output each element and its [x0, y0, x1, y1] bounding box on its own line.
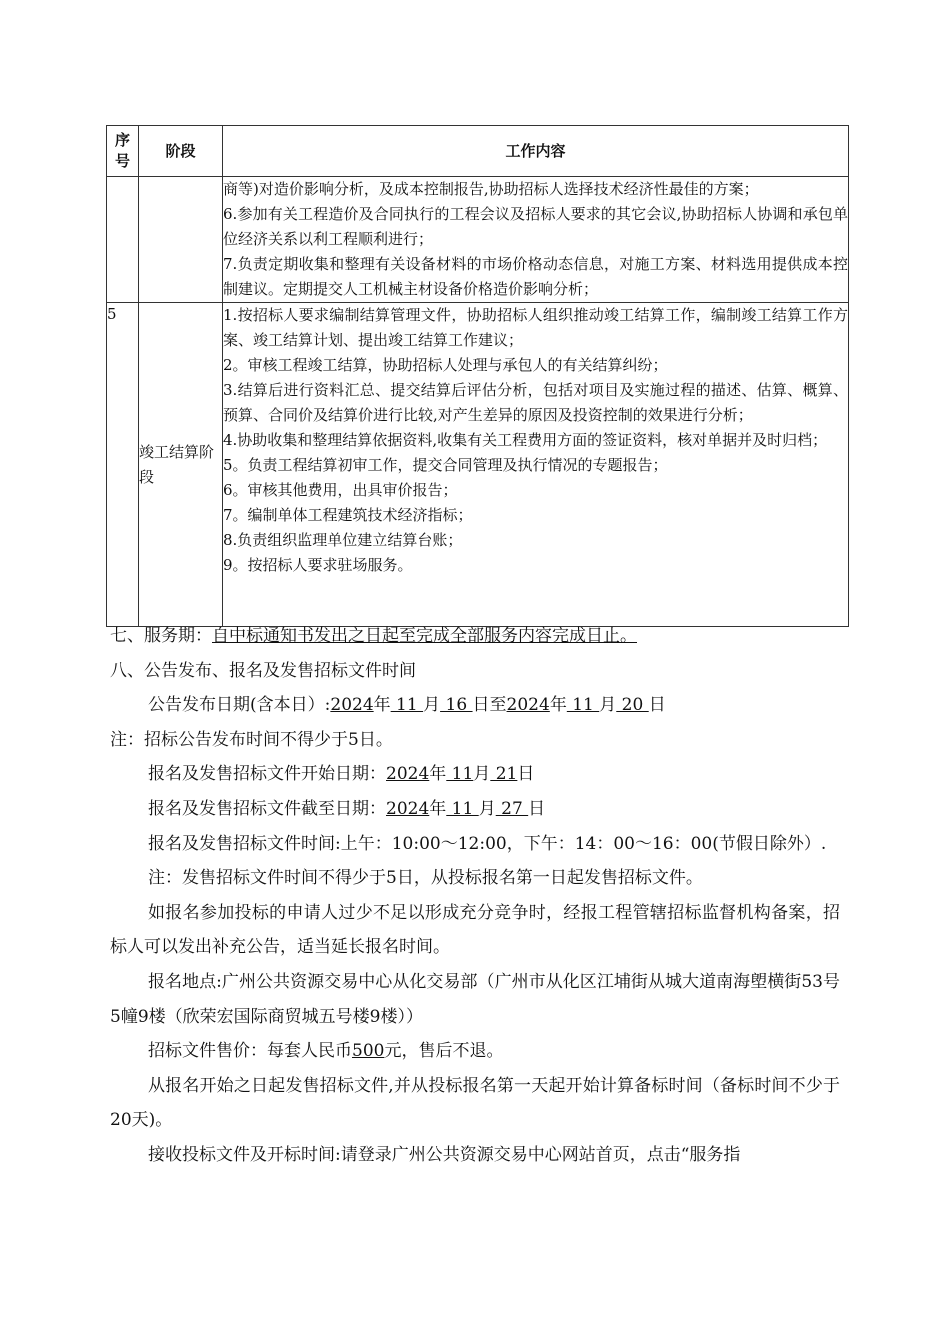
service-period-label: 七、服务期： [110, 626, 212, 646]
row-content-cell [223, 177, 849, 303]
content-item: 2。审核工程竣工结算，协助招标人处理与承包人的有关结算纠纷； [223, 356, 668, 374]
content-item: 商等)对造价影响分析，及成本控制报告,协助招标人选择技术经济性最佳的方案； [223, 180, 759, 198]
announce-date-line: 公告发布日期(含本日）:2024年 11 月 16 日至2024年 11 月 20 日 [148, 695, 666, 716]
start-date-line: 报名及发售招标文件开始日期：2024年 11月 21日 [148, 764, 535, 785]
content-item: 7。编制单体工程建筑技术经济指标； [223, 506, 473, 524]
row-no-cell: 5 [107, 303, 139, 627]
section-title: 八、公告发布、报名及发售招标文件时间 [110, 660, 416, 681]
work-content-table [106, 125, 849, 627]
price-line: 招标文件售价：每套人民币500元，售后不退。 [148, 1041, 504, 1062]
header-no: 序号 [107, 126, 139, 177]
sale-time-paragraph: 报名及发售招标文件时间:上午：10:00～12:00，下午：14：00～16：00(节假日除外）. [148, 833, 827, 854]
content-item: 6。审核其他费用，出具审价报告； [223, 481, 458, 499]
content-item: 8.负责组织监理单位建立结算台账； [223, 531, 463, 549]
extension-paragraph: 如报名参加投标的申请人过少不足以形成充分竞争时，经报工程管辖招标监督机构备案，招标人可以发出补充公告，适当延长报名时间。 [110, 902, 840, 958]
content-item: 1.按招标人要求编制结算管理文件，协助招标人组织推动竣工结算工作，编制竣工结算工作方案、竣工结算计划、提出竣工结算工作建议； [223, 306, 848, 349]
end-date-line: 报名及发售招标文件截至日期：2024年 11 月 27 日 [148, 798, 546, 819]
table-header-row [107, 126, 849, 177]
service-period-line [110, 619, 840, 654]
content-item: 3.结算后进行资料汇总、提交结算后评估分析，包括对项目及实施过程的描述、估算、概算、预算、合同价及结算价进行比较,对产生差异的原因及投资控制的效果进行分析； [223, 381, 848, 424]
table-row [107, 177, 849, 303]
content-item: 6.参加有关工程造价及合同执行的工程会议及招标人要求的其它会议,协助招标人协调和承包单位经济关系以利工程顺利进行； [223, 205, 848, 248]
note-line: 注：招标公告发布时间不得少于5日。 [110, 729, 393, 750]
row-no-cell [107, 177, 139, 303]
note-paragraph: 注：发售招标文件时间不得少于5日，从投标报名第一日起发售招标文件。 [148, 868, 703, 889]
row-stage-cell [139, 177, 223, 303]
content-item: 9。按招标人要求驻场服务。 [223, 556, 413, 574]
service-period-value: 自中标通知书发出之日起至完成全部服务内容完成日止。 [212, 626, 637, 646]
content-item: 5。负责工程结算初审工作，提交合同管理及执行情况的专题报告； [223, 456, 668, 474]
preparation-period-paragraph: 从报名开始之日起发售招标文件,并从投标报名第一天起开始计算备标时间（备标时间不少于20天)。 [110, 1075, 840, 1131]
content-item: 7.负责定期收集和整理有关设备材料的市场价格动态信息，对施工方案、材料选用提供成本控制建议。定期提交人工机械主材设备价格造价影响分析； [223, 255, 848, 298]
bid-receipt-paragraph: 接收投标文件及开标时间:请登录广州公共资源交易中心网站首页，点击“服务指 [148, 1144, 741, 1165]
header-content: 工作内容 [223, 126, 849, 177]
row-stage-cell: 竣工结算阶段 [139, 303, 223, 627]
content-item: 4.协助收集和整理结算依据资料,收集有关工程费用方面的签证资料，核对单据并及时归档； [223, 431, 828, 449]
body-text [110, 619, 840, 1173]
row-content-cell [223, 303, 849, 627]
header-stage: 阶段 [139, 126, 223, 177]
registration-place-paragraph: 报名地点:广州公共资源交易中心从化交易部（广州市从化区江埔街从城大道南海塱横街53号5幢9楼（欣荣宏国际商贸城五号楼9楼）） [110, 971, 840, 1027]
table-row [107, 303, 849, 627]
